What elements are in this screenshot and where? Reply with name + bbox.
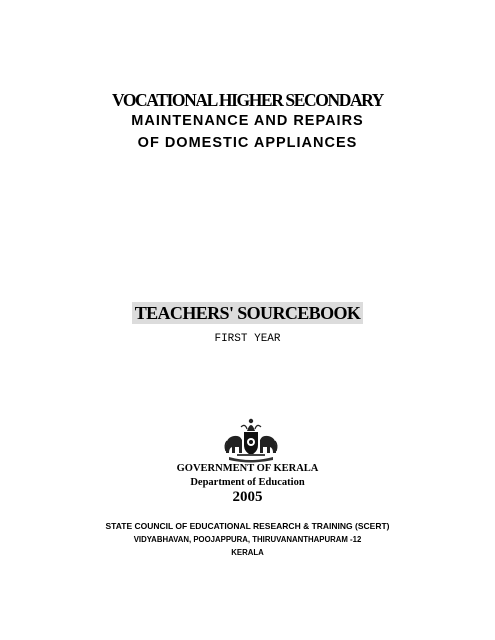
kerala-emblem-icon (223, 415, 279, 465)
book-title-container (0, 302, 495, 324)
subject-title-line-2: OF DOMESTIC APPLIANCES (137, 135, 358, 151)
council-address: VIDYABHAVAN, POOJAPPURA, THIRUVANANTHAPURAM -12 (133, 535, 362, 544)
department-name: Department of Education (190, 477, 305, 488)
government-name: GOVERNMENT OF KERALA (176, 463, 319, 474)
book-title: TEACHERS' SOURCEBOOK (132, 302, 364, 324)
publication-year: 2005 (232, 489, 263, 505)
state-name: KERALA (231, 548, 264, 557)
series-title: VOCATIONAL HIGHER SECONDARY (111, 90, 384, 110)
subject-title-line-1: MAINTENANCE AND REPAIRS (131, 113, 364, 129)
council-name: STATE COUNCIL OF EDUCATIONAL RESEARCH & TRAINING (SCERT) (105, 521, 390, 531)
year-of-study: FIRST YEAR (214, 333, 281, 345)
